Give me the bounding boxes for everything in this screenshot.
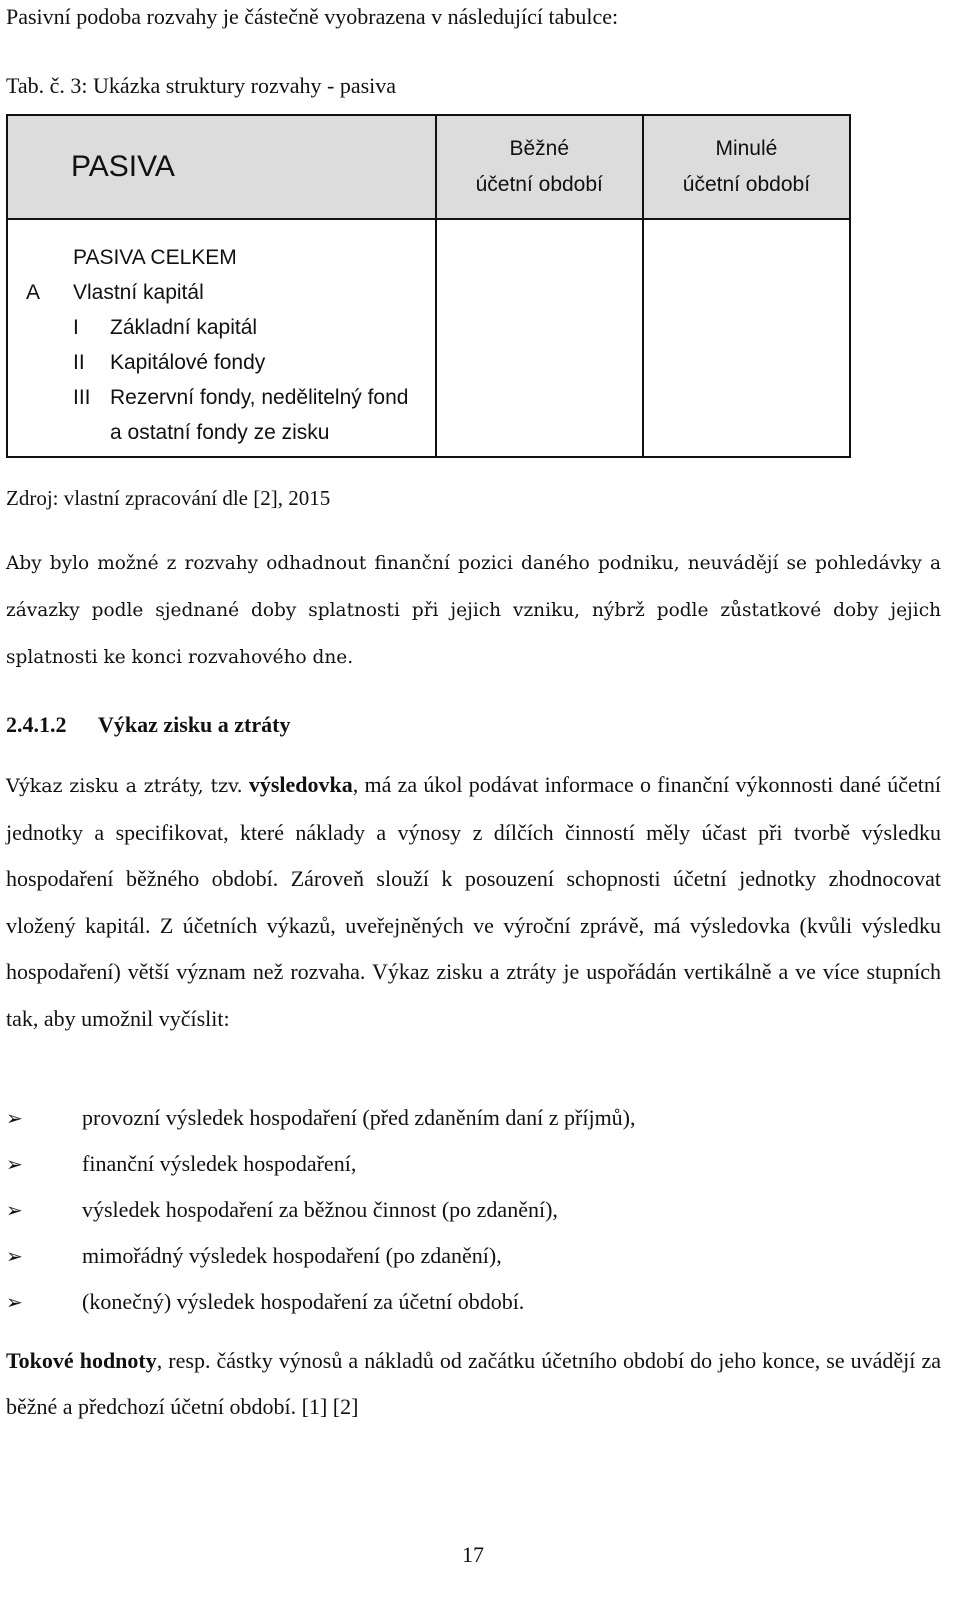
arrow-bullet-icon: ➢ [6,1106,23,1130]
list-item-text: (konečný) výsledek hospodaření za účetní období. [82,1289,525,1314]
table-body-row [7,219,850,457]
items-cell [7,219,436,457]
list-item [6,1141,636,1187]
table-header-row [7,115,850,219]
page-number: 17 [462,1542,484,1567]
current-period-cell [436,219,643,457]
header-pasiva: PASIVA [7,115,436,219]
list-item [6,1095,636,1141]
row-code: A [26,281,41,304]
pasiva-table [6,114,851,458]
arrow-bullet-icon: ➢ [6,1152,23,1176]
list-item [6,1233,636,1279]
table-row [8,275,435,310]
header-current-line1: Běžné [509,137,569,160]
header-previous-period [643,115,850,219]
row-label: a ostatní fondy ze zisku [110,421,330,444]
paragraph-flow-values [6,1338,941,1430]
row-spacer [8,345,73,380]
paragraph-rest: , resp. částky výnosů a nákladů od začátku účetního období do jeho konce, se uvádějí za běžné a předchozí účetní období. [1] [2] [6,1348,941,1419]
row-label: Vlastní kapitál [73,281,204,304]
paragraph-income-statement [6,762,941,1042]
section-number: 2.4.1.2 [6,712,67,737]
arrow-bullet-icon: ➢ [6,1290,23,1314]
results-list [6,1095,636,1325]
row-label: Základní kapitál [110,316,258,339]
header-previous-line1: Minulé [715,137,778,160]
term-tokove-hodnoty: Tokové hodnoty [6,1348,157,1373]
table-row [8,240,435,275]
intro-caption: Pasivní podoba rozvahy je částečně vyobrazena v následující tabulce: [6,4,619,29]
row-code: I [73,316,79,339]
header-current-period [436,115,643,219]
header-previous-line2: účetní období [682,173,811,196]
list-item-text: mimořádný výsledek hospodaření (po zdanění), [82,1243,502,1268]
list-item-text: provozní výsledek hospodaření (před zdaněním daní z příjmů), [82,1105,636,1130]
header-current-line2: účetní období [475,173,603,196]
section-title: Výkaz zisku a ztráty [98,712,291,737]
paragraph-lead: Výkaz zisku a ztráty, tzv. [6,775,243,797]
term-vysledovka: výsledovka [248,772,353,797]
paragraph-rest: , má za úkol podávat informace o finanční výkonnosti dané účetní jednotky a specifikovat, které náklady a výnosy z dílčích činností měly účast při tvorbě výsledku hospodaření běžného období. Zároveň slouží k posouzení schopnosti účetní jednotky zhodnocovat vložený kapitál. Z účetních výkazů, uveřejněných ve výroční zprávě, má výsledovka (kvůli výsledku hospodaření) větší význam než rozvaha. Výkaz zisku a ztráty je uspořádán vertikálně a ve více stupních tak, aby umožnil vyčíslit: [6,772,942,1031]
row-label: Kapitálové fondy [110,351,266,374]
arrow-bullet-icon: ➢ [6,1198,23,1222]
list-item-text: výsledek hospodaření za běžnou činnost (po zdanění), [82,1197,558,1222]
list-item [6,1187,636,1233]
row-code: III [73,386,91,409]
table-row [8,345,435,380]
row-spacer [8,380,73,415]
row-code [8,240,73,275]
list-item-text: finanční výsledek hospodaření, [82,1151,357,1176]
previous-period-cell [643,219,850,457]
list-item [6,1279,636,1325]
row-label: Rezervní fondy, nedělitelný fond [110,386,409,409]
table-row [8,415,435,450]
table-source: Zdroj: vlastní zpracování dle [2], 2015 [6,486,331,510]
table-row [8,310,435,345]
row-label: PASIVA CELKEM [73,246,237,269]
row-spacer [8,310,73,345]
arrow-bullet-icon: ➢ [6,1244,23,1268]
row-code: II [73,351,85,374]
section-heading [6,712,290,738]
table-row [8,380,435,415]
table-title: Tab. č. 3: Ukázka struktury rozvahy - pasiva [6,73,397,98]
paragraph-balance-note: Aby bylo možné z rozvahy odhadnout finanční pozici daného podniku, neuvádějí se pohledávky a závazky podle sjednané doby splatnosti při jejich vzniku, nýbrž podle zůstatkové doby jejich splatnosti ke konci rozvahového dne. [6,553,941,668]
